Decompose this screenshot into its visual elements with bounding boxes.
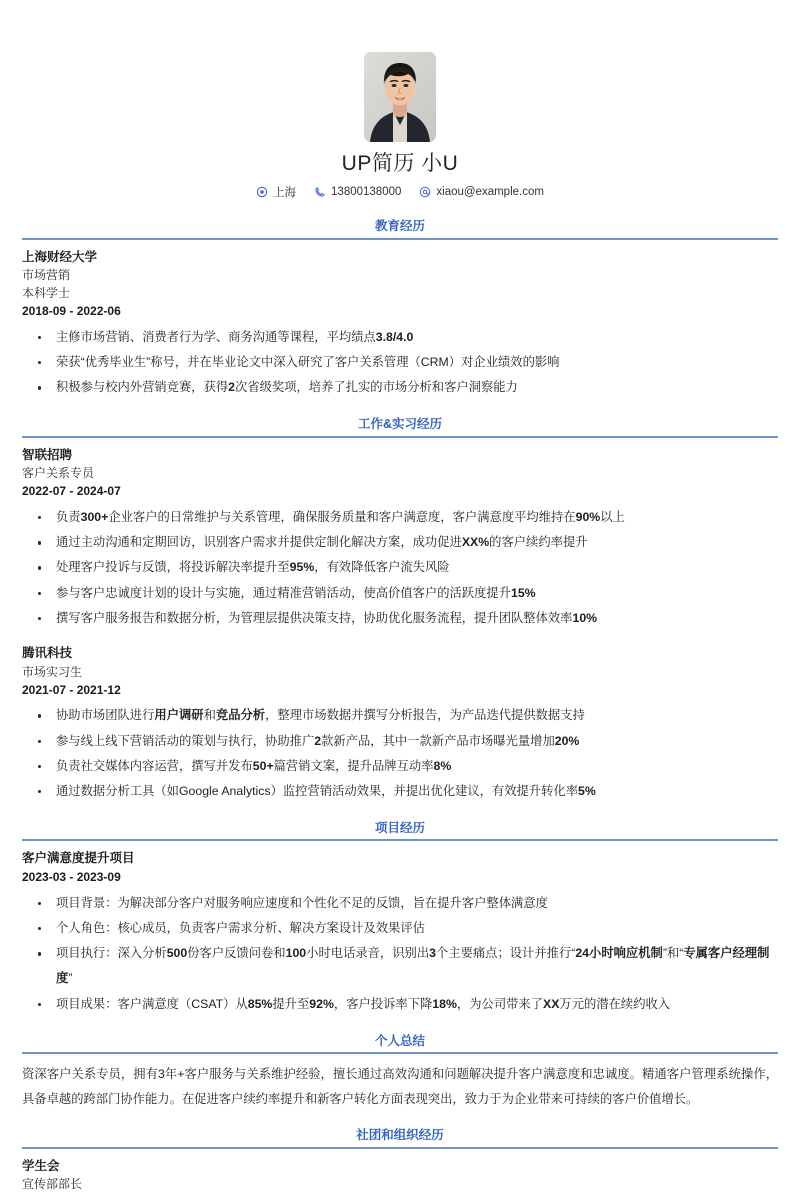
- entry-date-range: 2022-07 - 2024-07: [22, 484, 121, 499]
- entry-bullet-list: [22, 505, 778, 631]
- section-title: 工作&实习经历: [357, 417, 443, 432]
- section-divider: [22, 1052, 778, 1054]
- contact-email-text: xiaou@example.com: [436, 186, 544, 199]
- email-at-icon: [419, 186, 431, 198]
- bullet-item: 撰写客户服务报告和数据分析，为管理层提供决策支持，协助优化服务流程，提升团队整体效率10%: [22, 606, 778, 631]
- page-title: UP简历 小U: [341, 152, 459, 175]
- bullet-item: 项目背景：为解决部分客户对服务响应速度和个性化不足的反馈，旨在提升客户整体满意度: [22, 891, 778, 916]
- resume-section: [22, 416, 778, 804]
- entry-organization: 客户满意度提升项目: [22, 851, 135, 866]
- bullet-item: 负责社交媒体内容运营，撰写并发布50+篇营销文案，提升品牌互动率8%: [22, 754, 778, 779]
- entry-organization: 智联招聘: [22, 447, 73, 462]
- entry-degree: 本科学士: [22, 286, 71, 301]
- section-divider: [22, 839, 778, 841]
- section-title: 个人总结: [374, 1033, 425, 1048]
- contact-location-text: 上海: [273, 187, 297, 200]
- contact-email: [419, 186, 544, 198]
- contact-phone-text: 13800138000: [331, 186, 402, 199]
- entry-role: 市场实习生: [22, 664, 83, 679]
- section-title: 社团和组织经历: [356, 1128, 444, 1143]
- contact-list: [22, 184, 778, 200]
- bullet-item: 主修市场营销、消费者行为学、商务沟通等课程，平均绩点3.8/4.0: [22, 325, 778, 350]
- contact-phone: [314, 186, 401, 198]
- bullet-item: 负责300+企业客户的日常维护与关系管理，确保服务质量和客户满意度，客户满意度平均维持在90%以上: [22, 505, 778, 530]
- resume-entry: [22, 849, 778, 1016]
- entry-organization: 上海财经大学: [22, 249, 98, 264]
- entry-bullet-list: [22, 891, 778, 1017]
- bullet-item: 参与线上线下营销活动的策划与执行，协助推广2款新产品，其中一款新产品市场曝光量增加20%: [22, 729, 778, 754]
- resume-section: [22, 1127, 778, 1193]
- bullet-item: 通过主动沟通和定期回访，识别客户需求并提供定制化解决方案，成功促进XX%的客户续约率提升: [22, 530, 778, 555]
- entry-role: 宣传部部长: [22, 1177, 83, 1192]
- resume-sections: [22, 218, 778, 1193]
- phone-icon: [314, 186, 326, 198]
- resume-section: [22, 218, 778, 400]
- entry-date-range: 2018-09 - 2022-06: [22, 304, 121, 319]
- entry-bullet-list: [22, 325, 778, 401]
- resume-entry: [22, 446, 778, 631]
- bullet-item: 协助市场团队进行用户调研和竞品分析，整理市场数据并撰写分析报告，为产品迭代提供数据支持: [22, 703, 778, 728]
- bullet-item: 处理客户投诉与反馈，将投诉解决率提升至95%，有效降低客户流失风险: [22, 555, 778, 580]
- resume-entry: [22, 1157, 778, 1193]
- resume-entry: [22, 644, 778, 804]
- entry-role: 客户关系专员: [22, 466, 95, 481]
- entry-organization: 腾讯科技: [22, 646, 73, 661]
- entry-role: 市场营销: [22, 268, 71, 283]
- section-divider: [22, 436, 778, 438]
- resume-entry: [22, 248, 778, 401]
- entry-date-range: 2023-03 - 2023-09: [22, 870, 121, 885]
- bullet-item: 项目成果：客户满意度（CSAT）从85%提升至92%，客户投诉率下降18%，为公司带来了XX万元的潜在续约收入: [22, 992, 778, 1017]
- section-title: 项目经历: [374, 821, 425, 836]
- section-divider: [22, 1147, 778, 1149]
- bullet-item: 项目执行：深入分析500份客户反馈问卷和100小时电话录音，识别出3个主要痛点；设计并推行“24小时响应机制”和“专属客户经理制度”: [22, 941, 778, 991]
- entry-bullet-list: [22, 703, 778, 804]
- location-pin-icon: [256, 186, 268, 198]
- bullet-item: 个人角色：核心成员，负责客户需求分析、解决方案设计及效果评估: [22, 916, 778, 941]
- bullet-item: 通过数据分析工具（如Google Analytics）监控营销活动效果，并提出优化建议，有效提升转化率5%: [22, 779, 778, 804]
- section-summary-text: 资深客户关系专员，拥有3年+客户服务与关系维护经验，擅长通过高效沟通和问题解决提升客户满意度和忠诚度。精通客户管理系统操作，具备卓越的跨部门协作能力。在促进客户续约率提升和新客户转化方面表现突出，致力于为企业带来可持续的客户价值增长。: [22, 1067, 778, 1106]
- section-divider: [22, 238, 778, 240]
- bullet-item: 荣获“优秀毕业生”称号，并在毕业论文中深入研究了客户关系管理（CRM）对企业绩效的影响: [22, 350, 778, 375]
- bullet-item: 积极参与校内外营销竞赛，获得2次省级奖项，培养了扎实的市场分析和客户洞察能力: [22, 375, 778, 400]
- bullet-item: 参与客户忠诚度计划的设计与实施，通过精准营销活动，使高价值客户的活跃度提升15%: [22, 581, 778, 606]
- contact-location: [256, 184, 296, 200]
- resume-header: [22, 0, 778, 200]
- section-title: 教育经历: [374, 219, 425, 234]
- entry-organization: 学生会: [22, 1158, 60, 1173]
- resume-section: [22, 820, 778, 1017]
- entry-date-range: 2021-07 - 2021-12: [22, 682, 121, 697]
- resume-section: [22, 1033, 778, 1111]
- avatar: [364, 52, 436, 142]
